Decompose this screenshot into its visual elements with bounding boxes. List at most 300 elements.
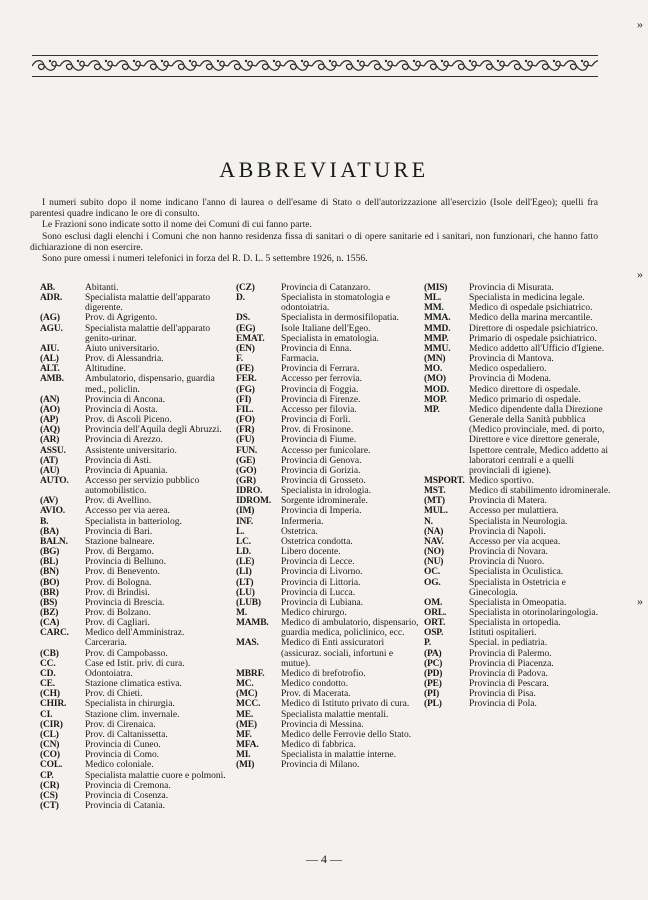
abbreviation-code: (BO) [40, 577, 60, 588]
abbreviation-description: Prov. di Caltanissetta. [85, 729, 168, 740]
abbreviation-code: MP. [424, 404, 440, 415]
abbreviation-entry [40, 771, 228, 781]
abbreviation-code: (MO) [424, 374, 446, 385]
abbreviation-code: (AR) [40, 435, 60, 446]
abbreviation-description: Provincia di Arezzo. [85, 435, 163, 446]
abbreviation-code: (BN) [40, 567, 59, 578]
abbreviation-description: Abitanti. [85, 283, 119, 293]
abbreviation-code: (BA) [40, 526, 59, 537]
abbreviation-description: Specialista in otorinolaringologia. [469, 608, 599, 618]
abbreviation-description: Provincia di Catania. [85, 800, 165, 811]
abbreviation-description: Provincia di Pisa. [469, 689, 536, 700]
abbreviation-code: MSPORT. [424, 475, 465, 486]
abbreviation-description: Odontoiatra. [85, 668, 133, 679]
abbreviation-description: Provincia di Messina. [281, 719, 364, 730]
abbreviation-entry [424, 699, 612, 709]
abbreviation-entry [424, 608, 612, 618]
abbreviation-code: ME. [236, 709, 254, 720]
abbreviation-code: (AV) [40, 496, 59, 507]
abbreviation-entry [40, 395, 228, 405]
abbreviation-code: (MIS) [424, 283, 448, 293]
abbreviation-description: Prov. di Cagliari. [85, 618, 150, 629]
abbreviation-code: (CH) [40, 689, 60, 700]
abbreviation-entry [424, 364, 612, 374]
abbreviation-code: MCC. [236, 699, 261, 710]
abbreviation-description: Provincia di Napoli. [469, 526, 546, 537]
abbreviation-code: OM. [424, 597, 443, 608]
abbreviation-description: Ambulatorio, dispensario, guardia med., policlin. [85, 374, 215, 395]
abbreviation-code: CE. [40, 679, 55, 690]
abbreviation-code: (GE) [236, 455, 256, 466]
abbreviation-entry [236, 740, 424, 750]
abbreviation-code: (CR) [40, 780, 60, 791]
abbreviation-description: Specialista in Oculistica. [469, 567, 564, 578]
abbreviation-description: Prov. di Alessandria. [85, 354, 164, 365]
abbreviation-code: (CT) [40, 800, 59, 811]
abbreviation-code: (GO) [236, 465, 257, 476]
abbreviation-entry [40, 750, 228, 760]
abbreviation-code: (PI) [424, 689, 440, 700]
abbreviation-entry [236, 720, 424, 730]
abbreviation-entry [40, 425, 228, 435]
abbreviation-entry [236, 699, 424, 709]
abbreviation-code: (AL) [40, 354, 59, 365]
abbreviation-entry [40, 578, 228, 588]
abbreviation-description: Specialista in Neurologia. [469, 516, 568, 527]
abbreviation-entry [236, 750, 424, 760]
abbreviation-description: Medico primario di ospedale. [469, 394, 581, 405]
abbreviation-description: Altitudine. [85, 364, 126, 375]
abbreviation-entry [40, 283, 228, 293]
abbreviation-entry [40, 689, 228, 699]
abbreviation-code: OC. [424, 567, 441, 578]
abbreviation-entry [236, 760, 424, 770]
abbreviation-description: Medico ospedaliero. [469, 364, 547, 375]
abbreviation-description: Accesso per filovia. [281, 404, 357, 415]
page-title: ABBREVIATURE [219, 157, 429, 182]
abbreviation-code: AIU. [40, 343, 59, 354]
abbreviation-description: Medico condotto. [281, 679, 349, 690]
abbreviation-code: (CO) [40, 750, 60, 761]
abbreviation-entry [424, 476, 612, 486]
abbreviation-description: Aiuto universitario. [85, 343, 160, 354]
abbreviation-description: Medico di Enti assicuratori (assicuraz. sociali, infortuni e mutue). [281, 638, 394, 669]
abbreviation-description: Assistente universitario. [85, 445, 177, 456]
abbreviation-code: (CB) [40, 648, 59, 659]
abbreviation-entry [236, 710, 424, 720]
abbreviation-entry [236, 527, 424, 537]
abbreviation-entry [424, 527, 612, 537]
abbreviation-code: (FR) [236, 425, 255, 436]
abbreviation-entry [40, 588, 228, 598]
abbreviation-entry [40, 517, 228, 527]
abbreviation-entry [40, 344, 228, 354]
abbreviation-code: (PA) [424, 648, 442, 659]
abbreviation-code: MI. [236, 750, 251, 761]
abbreviation-description: Provincia di Lecce. [281, 557, 355, 568]
abbreviation-description: Special. in pediatria. [469, 638, 548, 649]
abbreviation-code: OG. [424, 577, 441, 588]
abbreviation-description: Medico dipendente dalla Direzione Generale della Sanità pubblica (Medico provinciale, med. di porto, Direttore e vice direttore generale, Ispettore centrale, Medico addetto ai laboratori centrali e a quelli provinciali di igiene). [469, 404, 609, 476]
abbreviation-entry [236, 578, 424, 588]
abbreviation-column-3 [424, 283, 612, 710]
abbreviation-entry [424, 649, 612, 659]
abbreviation-description: Prov. di Benevento. [85, 567, 160, 578]
abbreviation-description: Provincia di Firenze. [281, 394, 361, 405]
abbreviation-description: Specialista in malattie interne. [281, 750, 397, 761]
abbreviation-code: (MI) [236, 760, 255, 771]
abbreviation-code: P. [424, 638, 431, 649]
abbreviation-code: (LU) [236, 587, 255, 598]
abbreviation-code: (LI) [236, 567, 252, 578]
abbreviation-entry [424, 669, 612, 679]
abbreviation-code: (AU) [40, 465, 60, 476]
abbreviation-code: MFA. [236, 740, 259, 751]
abbreviation-entry [40, 760, 228, 770]
abbreviation-description: Accesso per ferrovia. [281, 374, 362, 385]
abbreviation-code: MAS. [236, 638, 259, 649]
abbreviation-description: Provincia di Pescara. [469, 679, 549, 690]
abbreviation-code: (BS) [40, 597, 58, 608]
abbreviation-code: AMB. [40, 374, 64, 385]
abbreviation-code: (MT) [424, 496, 445, 507]
abbreviation-description: Accesso per mulattiera. [469, 506, 559, 517]
abbreviation-description: Specialista malattie cuore e polmoni. [85, 770, 226, 781]
abbreviation-description: Provincia di Novara. [469, 547, 548, 558]
abbreviation-entry [424, 598, 612, 608]
abbreviation-code: DS. [236, 313, 250, 324]
abbreviation-entry [236, 405, 424, 415]
abbreviation-code: (CL) [40, 729, 59, 740]
abbreviation-description: Istituti ospitalieri. [469, 628, 537, 639]
abbreviation-code: (CZ) [236, 283, 255, 293]
abbreviation-entry [424, 395, 612, 405]
abbreviation-code: (EG) [236, 323, 256, 334]
abbreviation-entry [40, 456, 228, 466]
abbreviation-code: MMP. [424, 333, 449, 344]
abbreviation-entry [40, 374, 228, 394]
abbreviation-code: (BZ) [40, 608, 59, 618]
abbreviation-description: Prov. di Ascoli Piceno. [85, 415, 172, 426]
abbreviation-code: AB. [40, 283, 55, 293]
abbreviation-code: D. [236, 293, 245, 304]
abbreviation-code: (MN) [424, 354, 446, 365]
abbreviation-description: Medico della marina mercantile. [469, 313, 593, 324]
abbreviation-entry [40, 740, 228, 750]
abbreviation-entry [40, 506, 228, 516]
abbreviation-entry [40, 791, 228, 801]
abbreviation-description: Ostetrica condotta. [281, 536, 353, 547]
abbreviation-description: Provincia di Livorno. [281, 567, 363, 578]
abbreviation-code: (NO) [424, 547, 444, 558]
abbreviation-code: LC. [236, 536, 251, 547]
abbreviation-entry [40, 405, 228, 415]
abbreviation-code: (FU) [236, 435, 255, 446]
abbreviation-code: (IM) [236, 506, 255, 517]
abbreviation-description: Specialista malattie dell'apparato digerente. [85, 293, 211, 314]
abbreviation-code: (FI) [236, 394, 252, 405]
abbreviation-description: Specialista in stomatologia e odontoiatria. [281, 293, 390, 314]
abbreviation-code: FER. [236, 374, 257, 385]
abbreviation-description: Stazione clim. invernale. [85, 709, 180, 720]
abbreviation-code: MAMB. [236, 618, 269, 629]
abbreviation-code: EMAT. [236, 333, 265, 344]
abbreviation-entry [40, 364, 228, 374]
abbreviation-description: Provincia di Pola. [469, 699, 537, 710]
abbreviation-entry [424, 628, 612, 638]
abbreviation-entry [424, 618, 612, 628]
abbreviation-entry [40, 324, 228, 344]
abbreviation-code: BALN. [40, 536, 68, 547]
abbreviation-entry [40, 293, 228, 313]
abbreviation-code: (PL) [424, 699, 442, 710]
abbreviation-description: Specialista in batteriolog. [85, 516, 182, 527]
abbreviation-entry [424, 303, 612, 313]
decorative-ornament-border [32, 55, 598, 77]
abbreviation-entry [424, 578, 612, 598]
abbreviation-description: Provincia di Apuania. [85, 465, 168, 476]
abbreviation-entry [236, 476, 424, 486]
abbreviation-entry [424, 638, 612, 648]
abbreviation-code: MMD. [424, 323, 451, 334]
abbreviation-entry [236, 435, 424, 445]
abbreviation-entry [40, 435, 228, 445]
abbreviation-entry [424, 496, 612, 506]
abbreviation-entry [40, 446, 228, 456]
abbreviation-entry [236, 517, 424, 527]
abbreviation-description: Medico coloniale. [85, 760, 154, 771]
abbreviation-entry [236, 395, 424, 405]
intro-paragraph: Sono pure omessi i numeri telefonici in forza del R. D. L. 5 settembre 1926, n. 1556. [42, 253, 368, 265]
abbreviation-description: Medico di fabbrica. [281, 740, 356, 751]
abbreviation-entry [40, 537, 228, 547]
abbreviation-code: M. [236, 608, 247, 618]
abbreviation-code: CI. [40, 709, 53, 720]
abbreviation-code: FIL. [236, 404, 254, 415]
ornament-scroll-pattern [32, 56, 598, 75]
abbreviation-code: (AT) [40, 455, 59, 466]
abbreviation-description: Specialista malattie mentali. [281, 709, 389, 720]
abbreviation-entry [424, 486, 612, 496]
abbreviation-description: Prov. di Frosinone. [281, 425, 354, 436]
abbreviation-description: Medico di stabilimento idrominerale. [469, 486, 611, 497]
abbreviation-code: B. [40, 516, 49, 527]
abbreviation-entry [236, 547, 424, 557]
abbreviation-description: Provincia di Lucca. [281, 587, 356, 598]
abbreviation-code: (CIR) [40, 719, 63, 730]
abbreviation-code: NAV. [424, 536, 444, 547]
abbreviation-code: (AO) [40, 404, 60, 415]
abbreviation-code: F. [236, 354, 243, 365]
abbreviation-code: MBRF. [236, 668, 265, 679]
abbreviation-code: ML. [424, 293, 442, 304]
abbreviation-entry [40, 547, 228, 557]
abbreviation-code: N. [424, 516, 433, 527]
abbreviation-description: Provincia di Enna. [281, 343, 352, 354]
abbreviation-description: Provincia di Asti. [85, 455, 152, 466]
abbreviation-code: AVIO. [40, 506, 65, 517]
abbreviation-description: Medico di ospedale psichiatrico. [469, 303, 593, 314]
page-edge-mark: » [637, 594, 643, 608]
abbreviation-entry [236, 557, 424, 567]
abbreviation-description: Provincia di Lubiana. [281, 597, 364, 608]
abbreviation-description: Prov. di Bergamo. [85, 547, 154, 558]
abbreviation-description: Accesso per via acquea. [469, 536, 561, 547]
abbreviation-description: Provincia di Mantova. [469, 354, 554, 365]
abbreviation-code: AGU. [40, 323, 63, 334]
page-edge-mark: » [637, 17, 643, 31]
abbreviation-description: Provincia di Bari. [85, 526, 153, 537]
abbreviation-entry [424, 354, 612, 364]
abbreviation-description: Medico di ambulatorio, dispensario, guardia medica, policlinico, ecc. [281, 618, 419, 639]
abbreviation-code: (CA) [40, 618, 60, 629]
abbreviation-entry [424, 283, 612, 293]
abbreviation-entry [40, 496, 228, 506]
abbreviation-entry [236, 283, 424, 293]
abbreviation-description: Provincia dell'Aquila degli Abruzzi. [85, 425, 222, 436]
abbreviation-code: AUTO. [40, 475, 69, 486]
abbreviation-code: MST. [424, 486, 446, 497]
abbreviation-description: Prov. di Cirenaica. [85, 719, 156, 730]
abbreviation-description: Stazione climatica estiva. [85, 679, 182, 690]
abbreviation-code: LD. [236, 547, 251, 558]
abbreviation-description: Provincia di Cremona. [85, 780, 171, 791]
abbreviation-entry [424, 334, 612, 344]
abbreviation-code: OSP. [424, 628, 444, 639]
abbreviation-code: (FO) [236, 415, 255, 426]
abbreviation-entry [424, 517, 612, 527]
abbreviation-entry [424, 679, 612, 689]
abbreviation-entry [40, 466, 228, 476]
abbreviation-entry [40, 710, 228, 720]
abbreviation-entry [236, 466, 424, 476]
abbreviation-code: CARC. [40, 628, 69, 639]
abbreviation-description: Specialista in medicina legale. [469, 293, 585, 304]
abbreviation-description: Direttore di ospedale psichiatrico. [469, 323, 598, 334]
abbreviation-code: L. [236, 526, 245, 537]
abbreviation-description: Provincia di Ancona. [85, 394, 165, 405]
abbreviation-description: Provincia di Modena. [469, 374, 552, 385]
abbreviation-entry [40, 801, 228, 811]
abbreviation-description: Medico chirurgo. [281, 608, 347, 618]
abbreviation-entry [40, 567, 228, 577]
abbreviation-description: Medico delle Ferrovie dello Stato. [281, 729, 412, 740]
abbreviation-entry [236, 588, 424, 598]
abbreviation-code: MOP. [424, 394, 447, 405]
abbreviation-code: ASSU. [40, 445, 66, 456]
abbreviation-description: Provincia di Piacenza. [469, 658, 554, 669]
abbreviation-code: CC. [40, 658, 56, 669]
abbreviation-code: MF. [236, 729, 252, 740]
abbreviation-entry [424, 313, 612, 323]
abbreviation-entry [236, 324, 424, 334]
abbreviation-entry [236, 313, 424, 323]
abbreviation-description: Specialista in ematologia. [281, 333, 379, 344]
abbreviation-code: (PE) [424, 679, 442, 690]
abbreviation-description: Prov. di Bolzano. [85, 608, 151, 618]
abbreviation-code: (NU) [424, 557, 444, 568]
abbreviation-description: Provincia di Aosta. [85, 404, 158, 415]
abbreviation-entry [424, 293, 612, 303]
abbreviation-description: Provincia di Como. [85, 750, 160, 761]
abbreviation-entry [40, 699, 228, 709]
abbreviation-entry [40, 313, 228, 323]
abbreviation-description: Provincia di Littoria. [281, 577, 361, 588]
abbreviation-entry [424, 557, 612, 567]
abbreviation-description: Prov. di Macerata. [281, 689, 351, 700]
abbreviation-description: Specialista in ortopedia. [469, 618, 561, 629]
abbreviation-description: Medico di Istituto privato di cura. [281, 699, 410, 710]
abbreviation-entry [236, 598, 424, 608]
abbreviation-description: Specialista malattie dell'apparato genito-urinar. [85, 323, 211, 344]
abbreviation-entry [236, 374, 424, 384]
abbreviation-description: Isole Italiane dell'Egeo. [281, 323, 371, 334]
abbreviation-entry [236, 537, 424, 547]
abbreviation-description: Provincia di Catanzaro. [281, 283, 371, 293]
abbreviation-description: Specialista in Ostetricia e Ginecologia. [469, 577, 566, 598]
abbreviation-description: Accesso per via aerea. [85, 506, 170, 517]
intro-paragraph: Le Frazioni sono indicate sotto il nome dei Comuni di cui fanno parte. [42, 219, 312, 231]
abbreviation-entry [236, 385, 424, 395]
abbreviation-code: CD. [40, 668, 56, 679]
abbreviation-code: CHIR. [40, 699, 67, 710]
abbreviation-description: Prov. di Bologna. [85, 577, 152, 588]
abbreviation-entry [40, 598, 228, 608]
abbreviation-description: Prov. di Chieti. [85, 689, 143, 700]
abbreviation-entry [236, 669, 424, 679]
abbreviation-entry [236, 730, 424, 740]
abbreviation-entry [236, 679, 424, 689]
abbreviation-code: MMU. [424, 343, 451, 354]
abbreviation-code: (PC) [424, 658, 443, 669]
abbreviation-description: Provincia di Cosenza. [85, 790, 169, 801]
abbreviation-description: Provincia di Ferrara. [281, 364, 360, 375]
abbreviation-entry [40, 781, 228, 791]
abbreviation-entry [40, 628, 228, 648]
abbreviation-entry [424, 374, 612, 384]
abbreviation-description: Libero docente. [281, 547, 341, 558]
abbreviation-entry [40, 720, 228, 730]
abbreviation-entry [236, 364, 424, 374]
abbreviation-code: (CN) [40, 740, 60, 751]
abbreviation-code: ALT. [40, 364, 60, 375]
abbreviation-entry [236, 344, 424, 354]
abbreviation-description: Provincia di Foggia. [281, 384, 359, 395]
abbreviation-entry [236, 618, 424, 638]
abbreviation-entry [236, 638, 424, 668]
abbreviation-description: Accesso per funicolare. [281, 445, 371, 456]
abbreviation-description: Provincia di Fiume. [281, 435, 357, 446]
abbreviation-entry [40, 679, 228, 689]
abbreviation-entry [40, 527, 228, 537]
abbreviation-code: FUN. [236, 445, 258, 456]
abbreviation-code: (AN) [40, 394, 60, 405]
abbreviation-description: Provincia di Cuneo. [85, 740, 161, 751]
abbreviation-entry [236, 496, 424, 506]
abbreviation-entry [424, 567, 612, 577]
abbreviation-entry [236, 334, 424, 344]
abbreviation-description: Prov. di Campobasso. [85, 648, 168, 659]
abbreviation-description: Provincia di Genova. [281, 455, 362, 466]
abbreviation-entry [236, 486, 424, 496]
abbreviation-entry [40, 730, 228, 740]
abbreviation-code: MM. [424, 303, 444, 314]
abbreviation-code: COL. [40, 760, 63, 771]
abbreviation-description: Prov. di Brindisi. [85, 587, 150, 598]
abbreviation-code: (BR) [40, 587, 59, 598]
abbreviation-description: Provincia di Gorizia. [281, 465, 361, 476]
abbreviation-code: ORT. [424, 618, 446, 629]
